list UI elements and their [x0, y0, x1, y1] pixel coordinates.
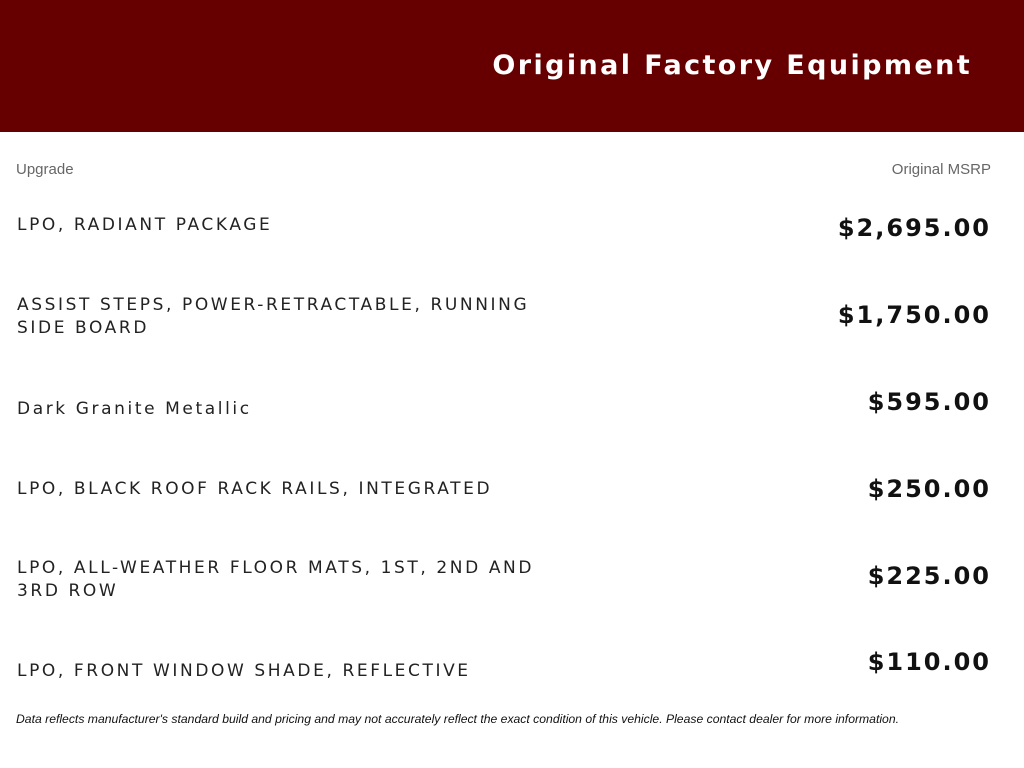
column-header-upgrade: Upgrade: [16, 161, 74, 178]
equipment-price: $2,695.00: [837, 214, 991, 242]
equipment-price: $595.00: [867, 388, 991, 416]
equipment-price: $1,750.00: [837, 301, 991, 329]
equipment-name: Dark Granite Metallic: [17, 399, 252, 419]
equipment-name: LPO, BLACK ROOF RACK RAILS, INTEGRATED: [17, 479, 493, 499]
disclaimer-note: Data reflects manufacturer's standard build and pricing and may not accurately reflect the exact condition of this vehicle. Please contact dealer for more information.: [16, 712, 899, 726]
equipment-name: LPO, FRONT WINDOW SHADE, REFLECTIVE: [17, 661, 471, 681]
column-header-msrp: Original MSRP: [891, 161, 991, 178]
page-header: [0, 0, 1024, 132]
equipment-price: $225.00: [867, 562, 991, 590]
equipment-name: LPO, ALL-WEATHER FLOOR MATS, 1ST, 2ND AND 3RD ROW: [17, 558, 535, 601]
page-title: Original Factory Equipment: [492, 50, 972, 81]
equipment-price: $250.00: [867, 475, 991, 503]
equipment-name: LPO, RADIANT PACKAGE: [17, 215, 273, 235]
equipment-name: ASSIST STEPS, POWER-RETRACTABLE, RUNNING SIDE BOARD: [17, 295, 530, 338]
equipment-price: $110.00: [867, 648, 991, 676]
